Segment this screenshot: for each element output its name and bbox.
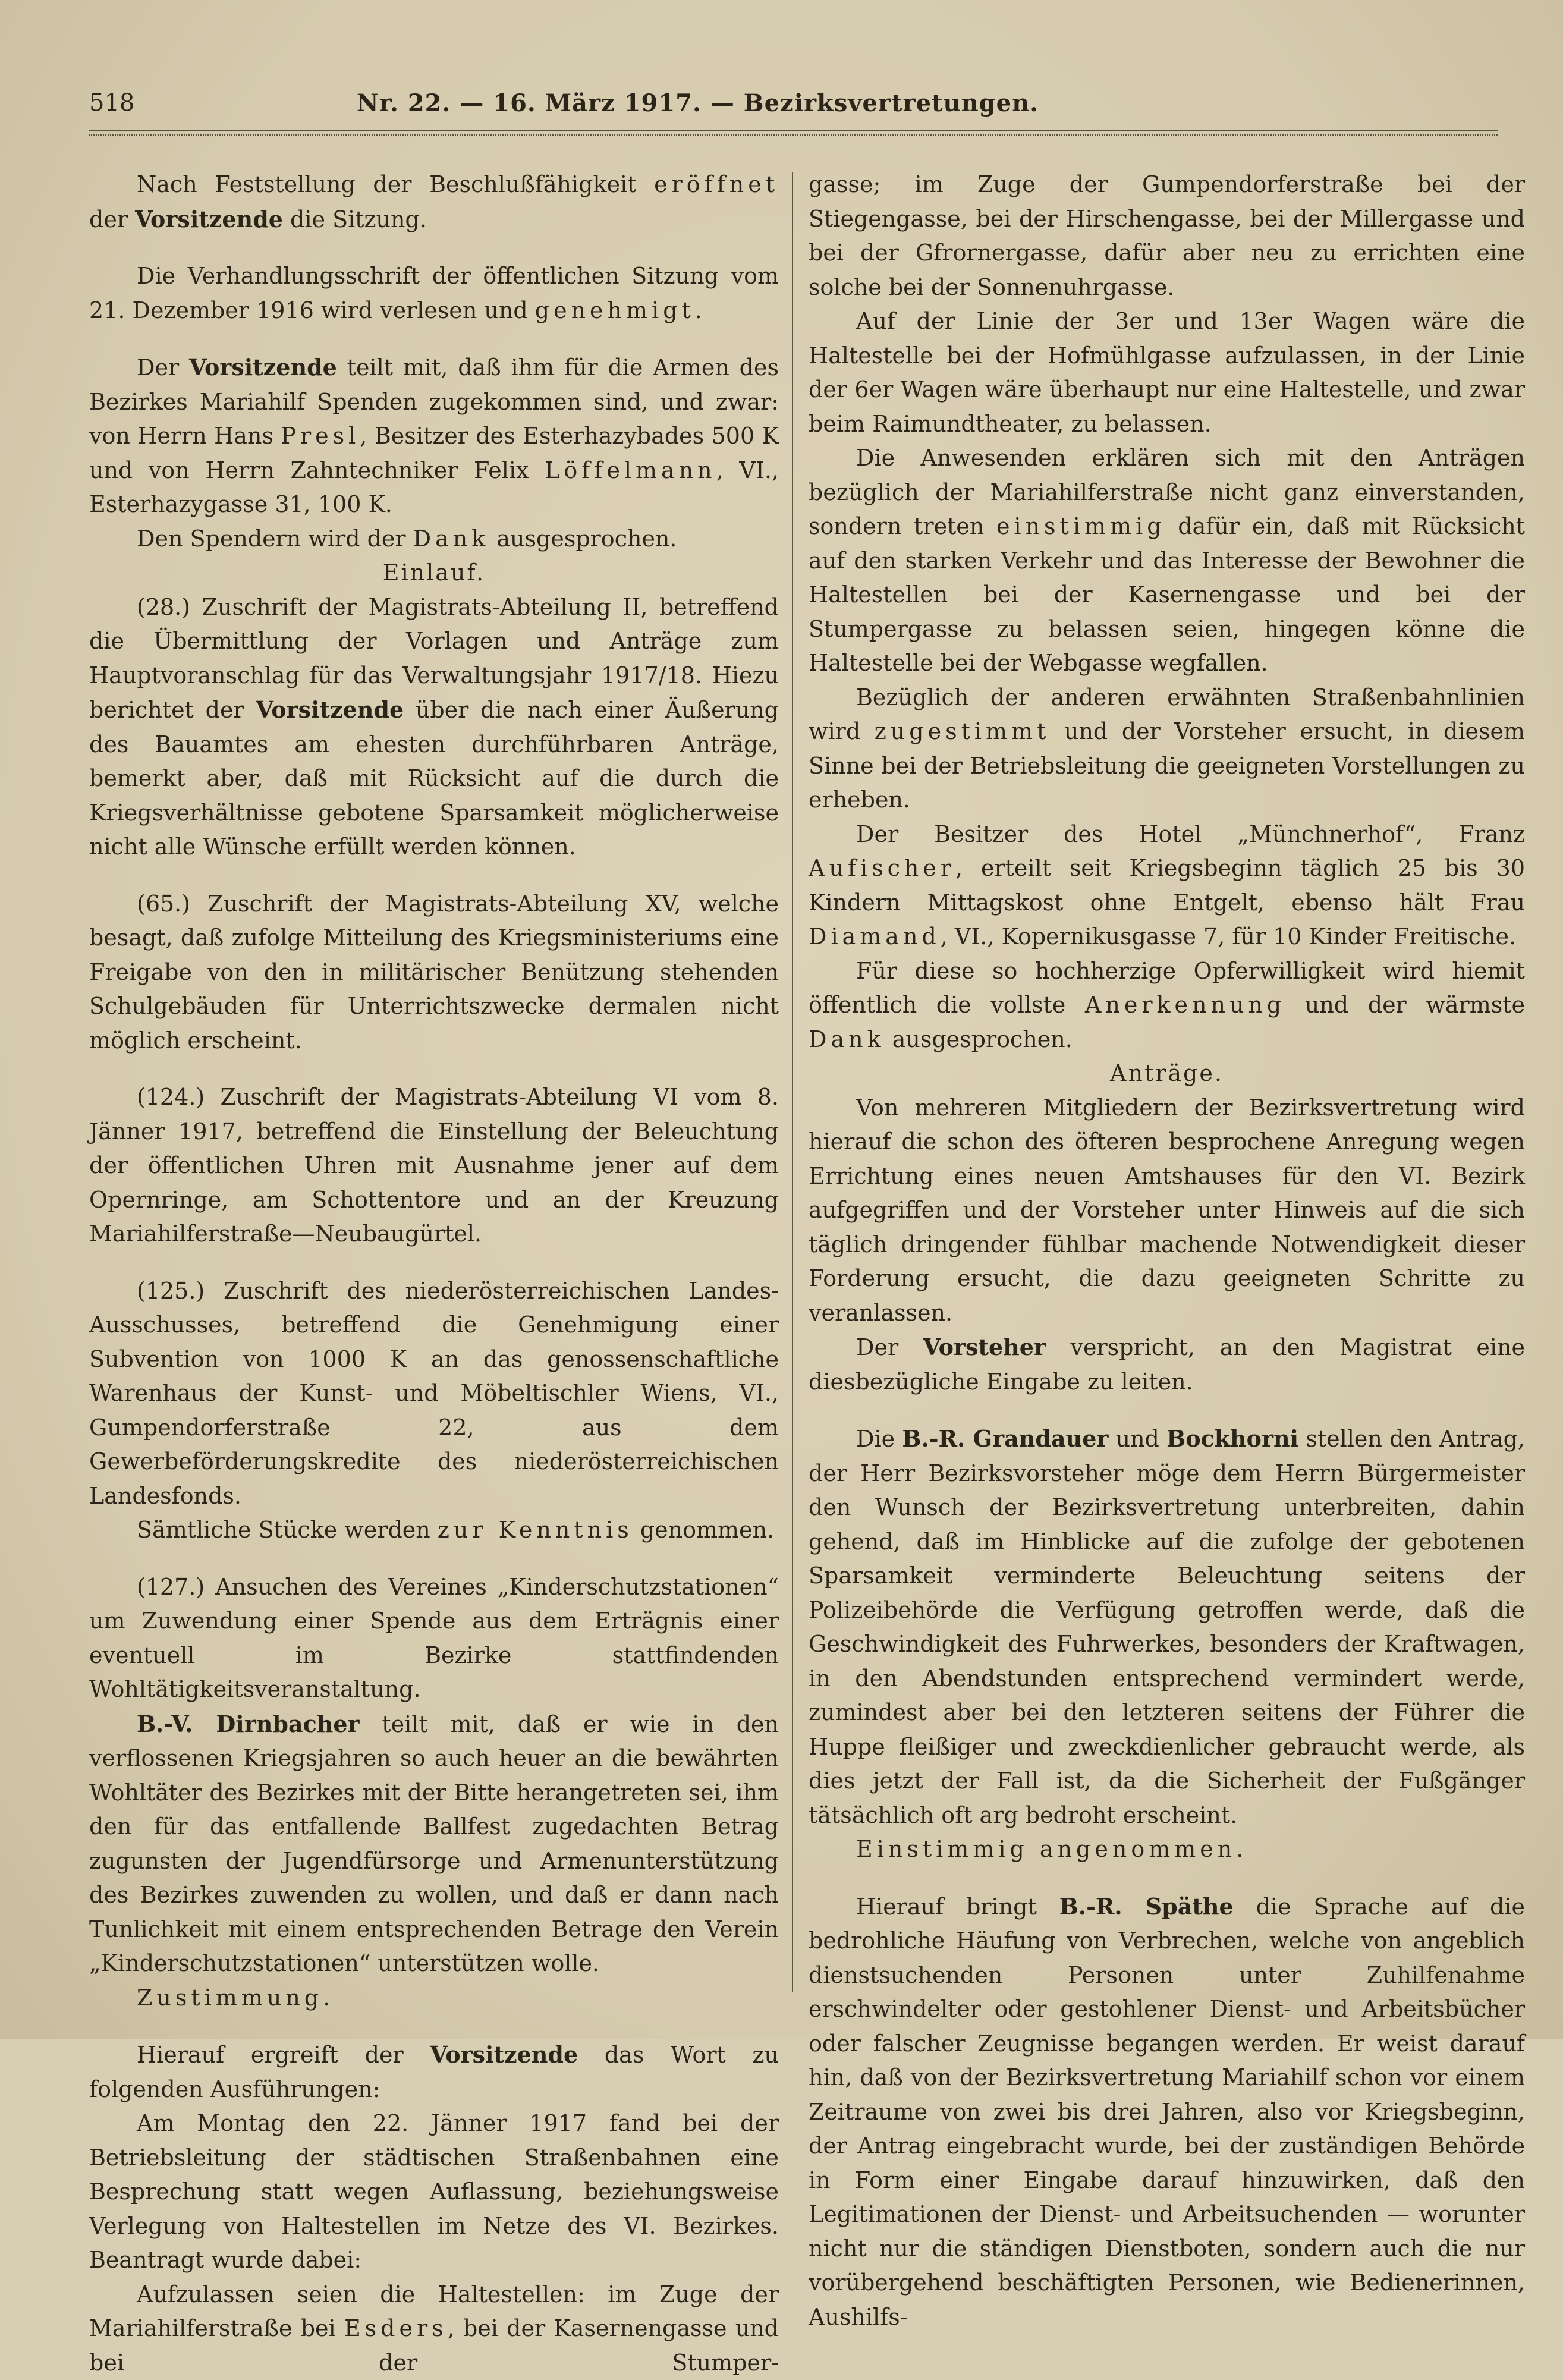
right-column — [809, 168, 1525, 2334]
bold-name: Vorsitzende — [189, 354, 337, 381]
bold-name: B.-R. Grandauer — [902, 1425, 1108, 1452]
spaced-emphasis: Esders — [344, 2315, 448, 2341]
paragraph: gasse; im Zuge der Gumpendorferstraße bei der Stiegengasse, bei der Hirschengasse, bei der Millergasse und bei der Gfrornergasse, dafür aber neu zu errichten eine solche bei der Sonnenuhrgasse. — [809, 168, 1525, 304]
paragraph: Für diese so hochherzige Opferwilligkeit wird hiemit öffentlich die vollste Anerkennung und der wärmste Dank ausgesprochen. — [809, 954, 1525, 1057]
paragraph: Von mehreren Mitgliedern der Bezirksvertretung wird hierauf die schon des öfteren besprochene Anregung wegen Errichtung eines neuen Amtshauses für den VI. Bezirk aufgegriffen und der Vorsteher unter Hinweis auf die sich täglich dringender fühlbar machende Notwendigkeit dieser Forderung ersucht, die dazu geeigneten Schritte zu veranlassen. — [809, 1091, 1525, 1331]
paragraph: Auf der Linie der 3er und 13er Wagen wäre die Haltestelle bei der Hofmühlgasse aufzulassen, in der Linie der 6er Wagen wäre überhaupt nur eine Haltestelle, und zwar beim Raimundtheater, zu belassen. — [809, 304, 1525, 441]
paragraph: (65.) Zuschrift der Magistrats-Abteilung XV, welche besagt, daß zufolge Mitteilung des Kriegsministeriums eine Freigabe von den in militärischer Benützung stehenden Schulgebäuden für Unterrichtszwecke dermalen nicht möglich erscheint. — [89, 887, 779, 1058]
paragraph: (28.) Zuschrift der Magistrats-Abteilung II, betreffend die Übermittlung der Vorlagen und Anträge zum Hauptvoranschlag für das Verwaltungsjahr 1917/18. Hiezu berichtet der Vorsitzende über die nach einer Äußerung des Bauamtes am ehesten durchführbaren Anträge, bemerkt aber, daß mit Rücksicht auf die durch die Kriegsverhältnisse gebotene Sparsamkeit möglicherweise nicht alle Wünsche erfüllt werden können. — [89, 590, 779, 864]
paragraph: Hierauf bringt B.-R. Späthe die Sprache auf die bedrohliche Häufung von Verbrechen, welche von angeblich dienstsuchenden Personen unter Zuhilfenahme erschwindelter oder gestohlener Dienst- und Arbeitsbücher oder falscher Zeugnisse begangen werden. Er weist darauf hin, daß von der Bezirksvertretung Mariahilf schon vor einem Zeitraume von zwei bis drei Jahren, also vor Kriegsbeginn, der Antrag eingebracht wurde, bei der zuständigen Behörde in Form einer Eingabe darauf hinzuwirken, daß den Legitimationen der Dienst- und Arbeitsuchenden — worunter nicht nur die ständigen Dienstboten, sondern auch die nur vorübergehend beschäftigten Personen, wie Bedienerinnen, Aushilfs- — [809, 1889, 1525, 2335]
paragraph: Der Vorsitzende teilt mit, daß ihm für die Armen des Bezirkes Mariahilf Spenden zugekommen sind, und zwar: von Herrn Hans Presl, Besitzer des Esterhazybades 500 K und von Herrn Zahntechniker Felix Löffelmann, VI., Esterhazygasse 31, 100 K. — [89, 350, 779, 522]
paragraph: Bezüglich der anderen erwähnten Straßenbahnlinien wird zugestimmt und der Vorsteher ersucht, in diesem Sinne bei der Betriebsleitung die geeigneten Vorstellungen zu erheben. — [809, 681, 1525, 818]
header-rule — [89, 130, 1498, 136]
spaced-emphasis: eröffnet — [654, 171, 779, 197]
spaced-emphasis: Zustimmung — [137, 1985, 323, 2011]
spaced-emphasis: Diamand — [809, 923, 941, 950]
page-number: 518 — [89, 89, 134, 117]
section-heading: Anträge. — [809, 1057, 1525, 1091]
bold-name: B.-R. Späthe — [1059, 1893, 1234, 1920]
running-title: Nr. 22. — 16. März 1917. — Bezirksvertretungen. — [357, 89, 1039, 117]
column-divider — [792, 172, 793, 1992]
paragraph: Hierauf ergreift der Vorsitzende das Wort zu folgenden Ausführungen: — [89, 2038, 779, 2107]
bold-name: B.-V. Dirnbacher — [137, 1711, 360, 1737]
spaced-emphasis: Löffelmann — [545, 457, 716, 483]
bold-name: Vorsitzende — [135, 206, 283, 232]
paragraph: Den Spendern wird der Dank ausgesprochen. — [89, 522, 779, 557]
paragraph: Der Besitzer des Hotel „Münchnerhof“, Franz Aufischer, erteilt seit Kriegsbeginn täglich 25 bis 30 Kindern Mittagskost ohne Entgelt, ebenso hält Frau Diamand, VI., Kopernikusgasse 7, für 10 Kinder Freitische. — [809, 818, 1525, 954]
spaced-emphasis: Dank — [809, 1026, 885, 1052]
bold-name: Vorsteher — [923, 1334, 1046, 1360]
spaced-emphasis: Aufischer — [809, 855, 955, 881]
bold-name: Vorsitzende — [430, 2041, 578, 2068]
page-header — [89, 89, 1480, 131]
spaced-emphasis: Dank — [413, 526, 490, 552]
paragraph: Die Verhandlungsschrift der öffentlichen Sitzung vom 21. Dezember 1916 wird verlesen und genehmigt. — [89, 259, 779, 328]
spaced-emphasis: Einstimmig angenommen — [856, 1836, 1236, 1862]
spaced-emphasis: zur Kenntnis — [438, 1517, 633, 1543]
paragraph: Die B.-R. Grandauer und Bockhorni stellen den Antrag, der Herr Bezirksvorsteher möge dem Herrn Bürgermeister den Wunsch der Bezirksvertretung unterbreiten, dahin gehend, daß im Hinblicke auf die zufolge der gebotenen Sparsamkeit verminderte Beleuchtung seitens der Polizeibehörde die Verfügung getroffen werde, daß die Geschwindigkeit des Fuhrwerkes, besonders der Kraftwagen, in den Abendstunden entsprechend vermindert werde, zumindest aber bei den letzteren seitens der Führer die Huppe fleißiger und zweckdienlicher gebraucht werde, als dies jetzt der Fall ist, da die Sicherheit der Fußgänger tätsächlich oft arg bedroht erscheint. — [809, 1422, 1525, 1832]
spaced-emphasis: Presl — [281, 423, 360, 449]
left-column — [89, 168, 779, 2380]
paragraph: Am Montag den 22. Jänner 1917 fand bei der Betriebsleitung der städtischen Straßenbahnen eine Besprechung statt wegen Auflassung, beziehungsweise Verlegung von Haltestellen im Netze des VI. Bezirkes. Beantragt wurde dabei: — [89, 2107, 779, 2278]
paragraph: Die Anwesenden erklären sich mit den Anträgen bezüglich der Mariahilferstraße nicht ganz einverstanden, sondern treten einstimmig dafür ein, daß mit Rücksicht auf den starken Verkehr und das Interesse der Bewohner die Haltestellen bei der Kasernengasse und bei der Stumpergasse zu belassen seien, hingegen könne die Haltestelle bei der Webgasse wegfallen. — [809, 441, 1525, 681]
spaced-emphasis: Anerkennung — [1085, 992, 1285, 1018]
spaced-emphasis: einstimmig — [996, 513, 1166, 539]
bold-name: Bockhorni — [1166, 1425, 1298, 1452]
section-heading: Einlauf. — [89, 556, 779, 590]
paragraph: Aufzulassen seien die Haltestellen: im Zuge der Mariahilferstraße bei Esders, bei der Kasernengasse und bei der Stumper- — [89, 2278, 779, 2380]
paragraph: Nach Feststellung der Beschlußfähigkeit eröffnet der Vorsitzende die Sitzung. — [89, 168, 779, 237]
paragraph: (124.) Zuschrift der Magistrats-Abteilung VI vom 8. Jänner 1917, betreffend die Einstellung der Beleuchtung der öffentlichen Uhren mit Ausnahme jener auf dem Opernringe, am Schottentore und an der Kreuzung Mariahilferstraße—Neubaugürtel. — [89, 1080, 779, 1252]
paragraph: (125.) Zuschrift des niederösterreichischen Landes-Ausschusses, betreffend die Genehmigung einer Subvention von 1000 K an das genossenschaftliche Warenhaus der Kunst- und Möbeltischler Wiens, VI., Gumpendorferstraße 22, aus dem Gewerbeförderungskredite des niederösterreichischen Landesfonds. — [89, 1274, 779, 1514]
paragraph: Einstimmig angenommen. — [809, 1832, 1525, 1867]
bold-name: Vorsitzende — [256, 696, 404, 723]
paragraph: Der Vorsteher verspricht, an den Magistrat eine diesbezügliche Eingabe zu leiten. — [809, 1330, 1525, 1399]
spaced-emphasis: zugestimmt — [875, 718, 1051, 744]
paragraph: B.-V. Dirnbacher teilt mit, daß er wie in den verflossenen Kriegsjahren so auch heuer an die bewährten Wohltäter des Bezirkes mit der Bitte herangetreten sei, ihm den für das entfallende Ballfest zugedachten Betrag zugunsten der Jugendfürsorge und Armenunterstützung des Bezirkes zuwenden zu wollen, und daß er dann nach Tunlichkeit mit einem entsprechenden Betrage den Verein „Kinderschutzstationen“ unterstützen wolle. — [89, 1707, 779, 1981]
spaced-emphasis: genehmigt — [535, 297, 695, 323]
paragraph: Sämtliche Stücke werden zur Kenntnis genommen. — [89, 1513, 779, 1548]
paragraph: Zustimmung. — [89, 1981, 779, 2016]
paragraph: (127.) Ansuchen des Vereines „Kinderschutzstationen“ um Zuwendung einer Spende aus dem Erträgnis einer eventuell im Bezirke stattfindenden Wohltätigkeitsveranstaltung. — [89, 1570, 779, 1707]
